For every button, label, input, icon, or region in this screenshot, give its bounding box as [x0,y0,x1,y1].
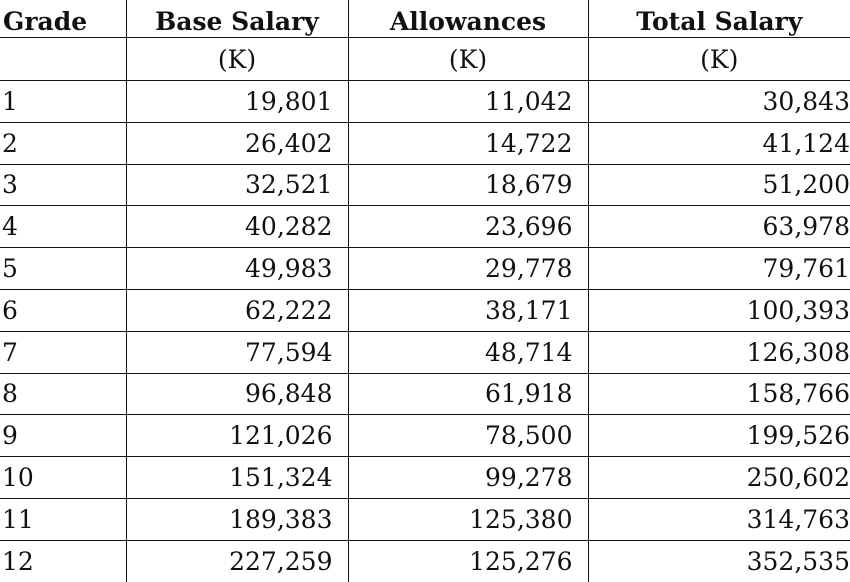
cell-grade: 5 [0,248,126,290]
cell-allowances: 61,918 [348,373,588,415]
units-row [0,38,850,81]
cell-allowances: 99,278 [348,457,588,499]
cell-grade: 6 [0,289,126,331]
cell-base-salary: 151,324 [126,457,348,499]
unit-total-salary: (K) [588,38,850,81]
header-row [0,0,850,38]
cell-base-salary: 26,402 [126,122,348,164]
table-row [0,248,850,290]
header-base-salary: Base Salary [126,0,348,38]
cell-grade: 4 [0,206,126,248]
cell-grade: 2 [0,122,126,164]
cell-allowances: 48,714 [348,331,588,373]
cell-grade: 3 [0,164,126,206]
table-row [0,206,850,248]
cell-base-salary: 49,983 [126,248,348,290]
table-row [0,540,850,581]
unit-grade [0,38,126,81]
cell-grade: 11 [0,498,126,540]
table-row [0,164,850,206]
cell-total-salary: 51,200 [588,164,850,206]
cell-grade: 12 [2,546,34,576]
cell-base-salary: 32,521 [126,164,348,206]
table-row [0,331,850,373]
cell-total-salary: 41,124 [588,122,850,164]
table-row [0,457,850,499]
cell-base-salary: 62,222 [126,289,348,331]
header-allowances: Allowances [348,0,588,38]
table-row [0,81,850,123]
table-row [0,289,850,331]
cell-allowances: 125,380 [348,498,588,540]
cell-base-salary: 77,594 [126,331,348,373]
header-total-salary: Total Salary [588,0,850,38]
cell-base-salary: 40,282 [126,206,348,248]
cell-allowances: 78,500 [348,415,588,457]
unit-base-salary: (K) [126,38,348,81]
unit-allowances: (K) [348,38,588,81]
cell-allowances: 38,171 [348,289,588,331]
cell-base-salary: 121,026 [126,415,348,457]
cell-total-salary: 352,535 [588,540,850,581]
cell-allowances: 14,722 [348,122,588,164]
cell-base-salary: 19,801 [126,81,348,123]
cell-allowances: 125,276 [348,540,588,581]
cell-total-salary: 199,526 [588,415,850,457]
cell-grade: 8 [0,373,126,415]
cell-allowances: 11,042 [348,81,588,123]
cell-allowances: 23,696 [348,206,588,248]
cell-grade: 7 [0,331,126,373]
cell-total-salary: 63,978 [588,206,850,248]
cell-base-salary: 189,383 [126,498,348,540]
table-body [0,81,850,582]
cell-total-salary: 126,308 [588,331,850,373]
cell-total-salary: 30,843 [588,81,850,123]
cell-allowances: 29,778 [348,248,588,290]
cell-base-salary: 96,848 [126,373,348,415]
table-row [0,373,850,415]
cell-allowances: 18,679 [348,164,588,206]
cell-base-salary: 227,259 [126,540,348,581]
table-row [0,498,850,540]
cell-grade: 10 [0,457,126,499]
table-row [0,122,850,164]
header-grade: Grade [0,0,126,38]
cell-total-salary: 314,763 [588,498,850,540]
cell-total-salary: 79,761 [588,248,850,290]
cell-total-salary: 100,393 [588,289,850,331]
cell-grade: 1 [0,81,126,123]
cell-total-salary: 250,602 [588,457,850,499]
cell-grade: 9 [0,415,126,457]
cell-total-salary: 158,766 [588,373,850,415]
table-row [0,415,850,457]
